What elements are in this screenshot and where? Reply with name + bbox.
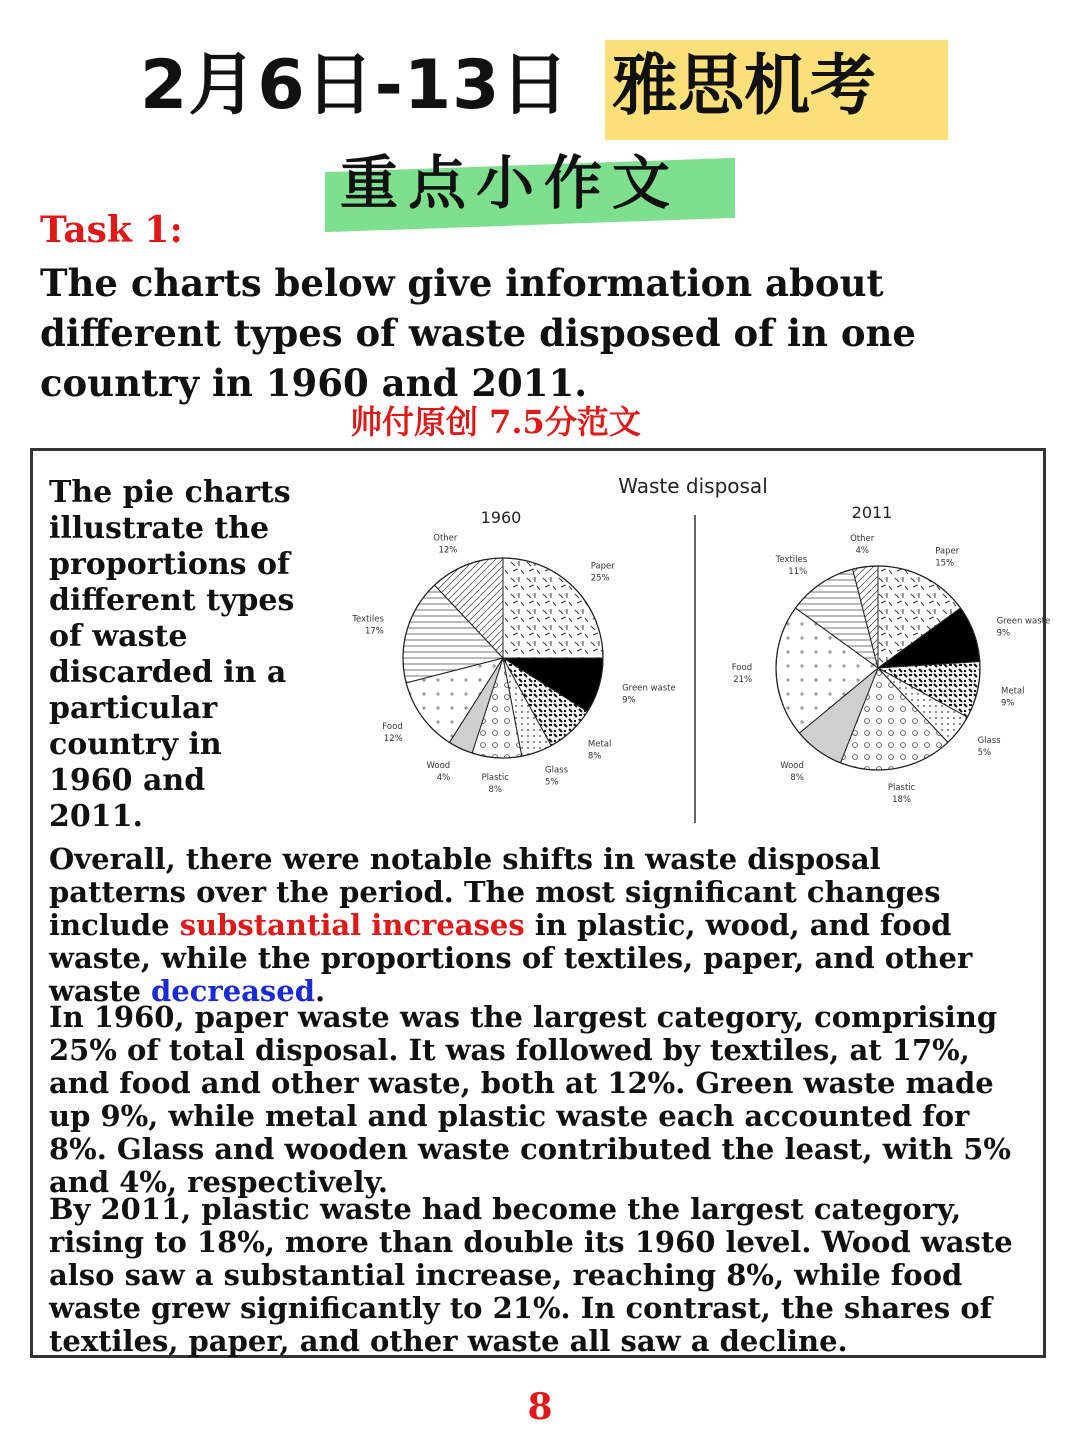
- pie-year-2011: 2011: [851, 503, 893, 522]
- pie-label-1960-food: Food: [382, 721, 403, 732]
- essay-paragraph-overview: [49, 843, 1024, 1008]
- pie-value-2011-wood: 8%: [790, 772, 804, 783]
- pie-value-2011-metal: 9%: [1001, 698, 1015, 709]
- overview-text-3: .: [315, 974, 326, 1008]
- pie-label-1960-green-waste: Green waste: [622, 683, 676, 694]
- pie-value-2011-green-waste: 9%: [996, 628, 1011, 639]
- pie-label-2011-plastic: Plastic: [887, 782, 916, 793]
- pie-label-1960-paper: Paper: [590, 561, 615, 572]
- pie-value-1960-glass: 5%: [545, 777, 559, 788]
- pie-label-1960-glass: Glass: [545, 765, 569, 776]
- pie-label-2011-paper: Paper: [935, 546, 960, 557]
- task-label: Task 1:: [40, 209, 183, 251]
- pie-label-1960-plastic: Plastic: [481, 772, 509, 783]
- chart-title: Waste disposal: [618, 474, 768, 498]
- pie-label-1960-metal: Metal: [587, 739, 612, 750]
- overview-text-2: in plastic, wood, and food waste, while the proportions of textiles, paper, and other waste: [49, 908, 973, 1008]
- pie-value-1960-wood: 4%: [436, 773, 451, 784]
- pie-label-2011-wood: Wood: [780, 760, 804, 771]
- pie-value-1960-paper: 25%: [590, 573, 610, 584]
- pie-label-2011-textiles: Textiles: [775, 554, 808, 565]
- pie-slice-1960-paper: [503, 558, 603, 658]
- pie-label-2011-green-waste: Green waste: [996, 616, 1051, 627]
- overview-highlight-increase: substantial increases: [179, 908, 525, 942]
- sample-essay-label: 帅付原创 7.5分范文: [350, 403, 641, 441]
- pie-label-2011-metal: Metal: [1001, 686, 1025, 697]
- pie-label-1960-textiles: Textiles: [352, 614, 384, 625]
- overview-text-1: Overall, there were notable shifts in waste disposal patterns over the period. The most significant changes include: [49, 842, 941, 942]
- pie-label-1960-wood: Wood: [426, 761, 451, 772]
- page-number: 8: [527, 1386, 553, 1428]
- pie-value-1960-food: 12%: [383, 733, 403, 744]
- page-header: [0, 40, 1080, 140]
- subtitle: 重点小作文: [340, 149, 681, 217]
- pie-value-1960-other: 12%: [438, 545, 458, 556]
- task-prompt: The charts below give information about different types of waste disposed of in one country in 1960 and 2011.: [40, 261, 916, 405]
- pie-label-2011-other: Other: [850, 534, 875, 544]
- pie-value-2011-other: 4%: [855, 546, 869, 556]
- essay-paragraph-2011: By 2011, plastic waste had become the largest category, rising to 18%, more than double its 1960 level. Wood waste also saw a substantial increase, reaching 8%, while food waste grew significantly to 21%. In contrast, the shares of textiles, paper, and other waste all saw a decline.: [49, 1192, 1013, 1358]
- pie-value-2011-textiles: 11%: [788, 566, 808, 577]
- pie-value-1960-textiles: 17%: [364, 626, 384, 637]
- pie-year-1960: 1960: [480, 508, 522, 527]
- pie-value-1960-metal: 8%: [587, 751, 602, 762]
- essay-paragraph-1960: In 1960, paper waste was the largest category, comprising 25% of total disposal. It was followed by textiles, at 17%, and food and other waste, both at 12%. Green waste made up 9%, while metal and plastic waste each accounted for 8%. Glass and wooden waste contributed the least, with 5% and 4%, respectively.: [49, 1000, 1011, 1199]
- essay-box: [30, 448, 1051, 1358]
- pie-label-2011-glass: Glass: [977, 736, 1001, 747]
- pie-value-2011-glass: 5%: [977, 748, 992, 759]
- title-highlight: 雅思机考: [612, 47, 876, 124]
- pie-value-1960-green-waste: 9%: [622, 695, 636, 706]
- pie-label-2011-food: Food: [731, 663, 753, 673]
- pie-label-1960-other: Other: [433, 533, 458, 544]
- pie-value-1960-plastic: 8%: [488, 784, 502, 795]
- title-dates: 2月6日-13日: [140, 46, 570, 125]
- pie-value-2011-food: 21%: [733, 675, 753, 685]
- waste-pie-charts: [333, 463, 1053, 833]
- overview-highlight-decrease: decreased: [151, 974, 315, 1008]
- pie-value-2011-paper: 15%: [935, 558, 955, 569]
- pie-value-2011-plastic: 18%: [892, 794, 912, 805]
- essay-intro: The pie charts illustrate the proportions of different types of waste discarded in a particular country in 1960 and 2011.: [49, 475, 295, 834]
